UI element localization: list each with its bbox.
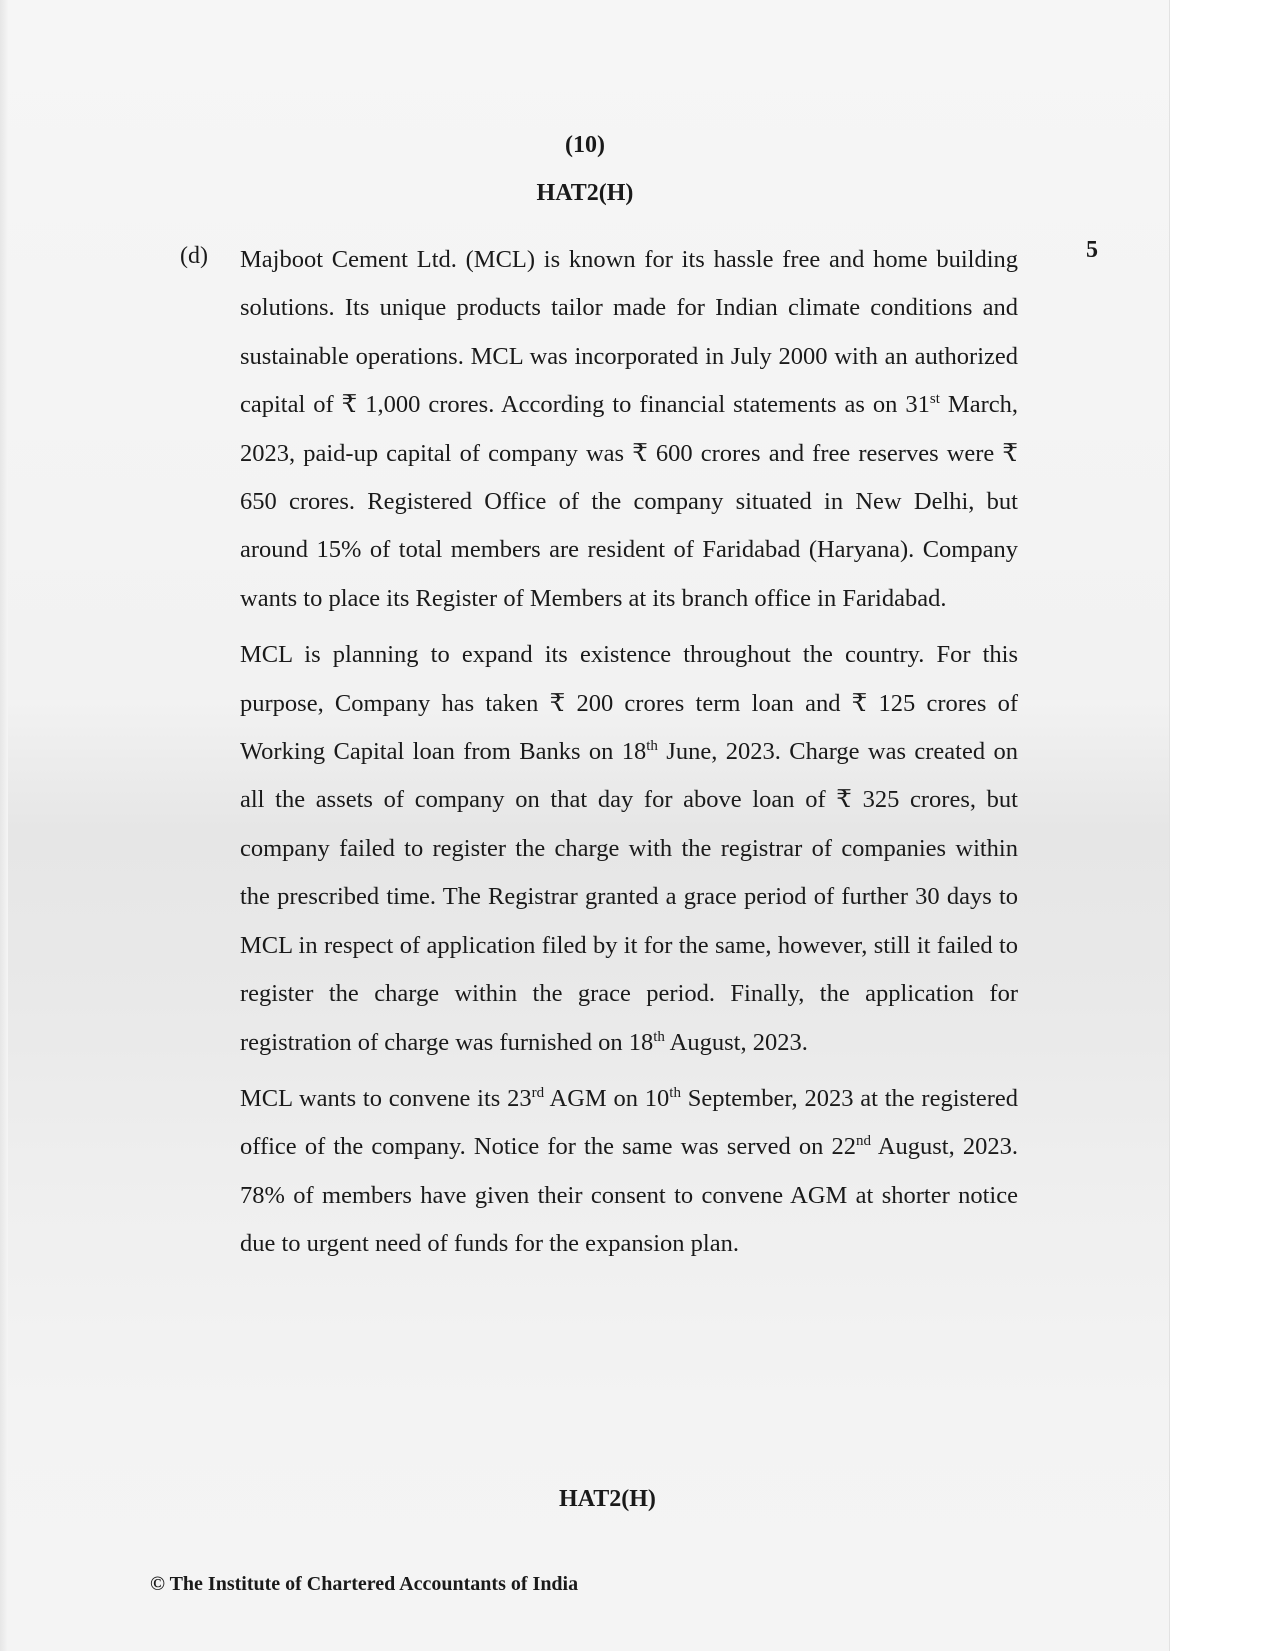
scan-right-margin	[1169, 0, 1275, 1651]
question-body	[240, 236, 1018, 1277]
question-marks: 5	[1086, 237, 1098, 263]
copyright-notice: © The Institute of Chartered Accountants of India	[150, 1573, 579, 1595]
paragraph-agm-notice: MCL wants to convene its 23rd AGM on 10th September, 2023 at the registered office of the company. Notice for the same was served on 22nd August, 2023. 78% of members have given their consent to convene AGM at shorter notice due to urgent need of funds for the expansion plan.	[240, 1084, 1019, 1258]
paper-code-header: HAT2(H)	[536, 180, 634, 206]
paper-code-footer: HAT2(H)	[559, 1486, 656, 1512]
question-label: (d)	[180, 243, 208, 269]
scan-left-edge	[0, 0, 8, 1651]
paragraph-company-profile: Majboot Cement Ltd. (MCL) is known for its hassle free and home building solutions. Its unique products tailor made for Indian climate conditions and sustainable operations. MCL was incorporated in July 2000 with an authorized capital of ₹ 1,000 crores. According to financial statements as on 31st March, 2023, paid-up capital of company was ₹ 600 crores and free reserves were ₹ 650 crores. Registered Office of the company situated in New Delhi, but around 15% of total members are resident of Faridabad (Haryana). Company wants to place its Register of Members at its branch office in Faridabad.	[240, 246, 1018, 612]
paragraph-charge-registration: MCL is planning to expand its existence throughout the country. For this purpose, Company has taken ₹ 200 crores term loan and ₹ 125 crores of Working Capital loan from Banks on 18th June, 2023. Charge was created on all the assets of company on that day for above loan of ₹ 325 crores, but company failed to register the charge with the registrar of companies within the prescribed time. The Registrar granted a grace period of further 30 days to MCL in respect of application filed by it for the same, however, still it failed to register the charge within the grace period. Finally, the application for registration of charge was furnished on 18th August, 2023.	[240, 641, 1018, 1056]
page-number: (10)	[565, 132, 605, 158]
